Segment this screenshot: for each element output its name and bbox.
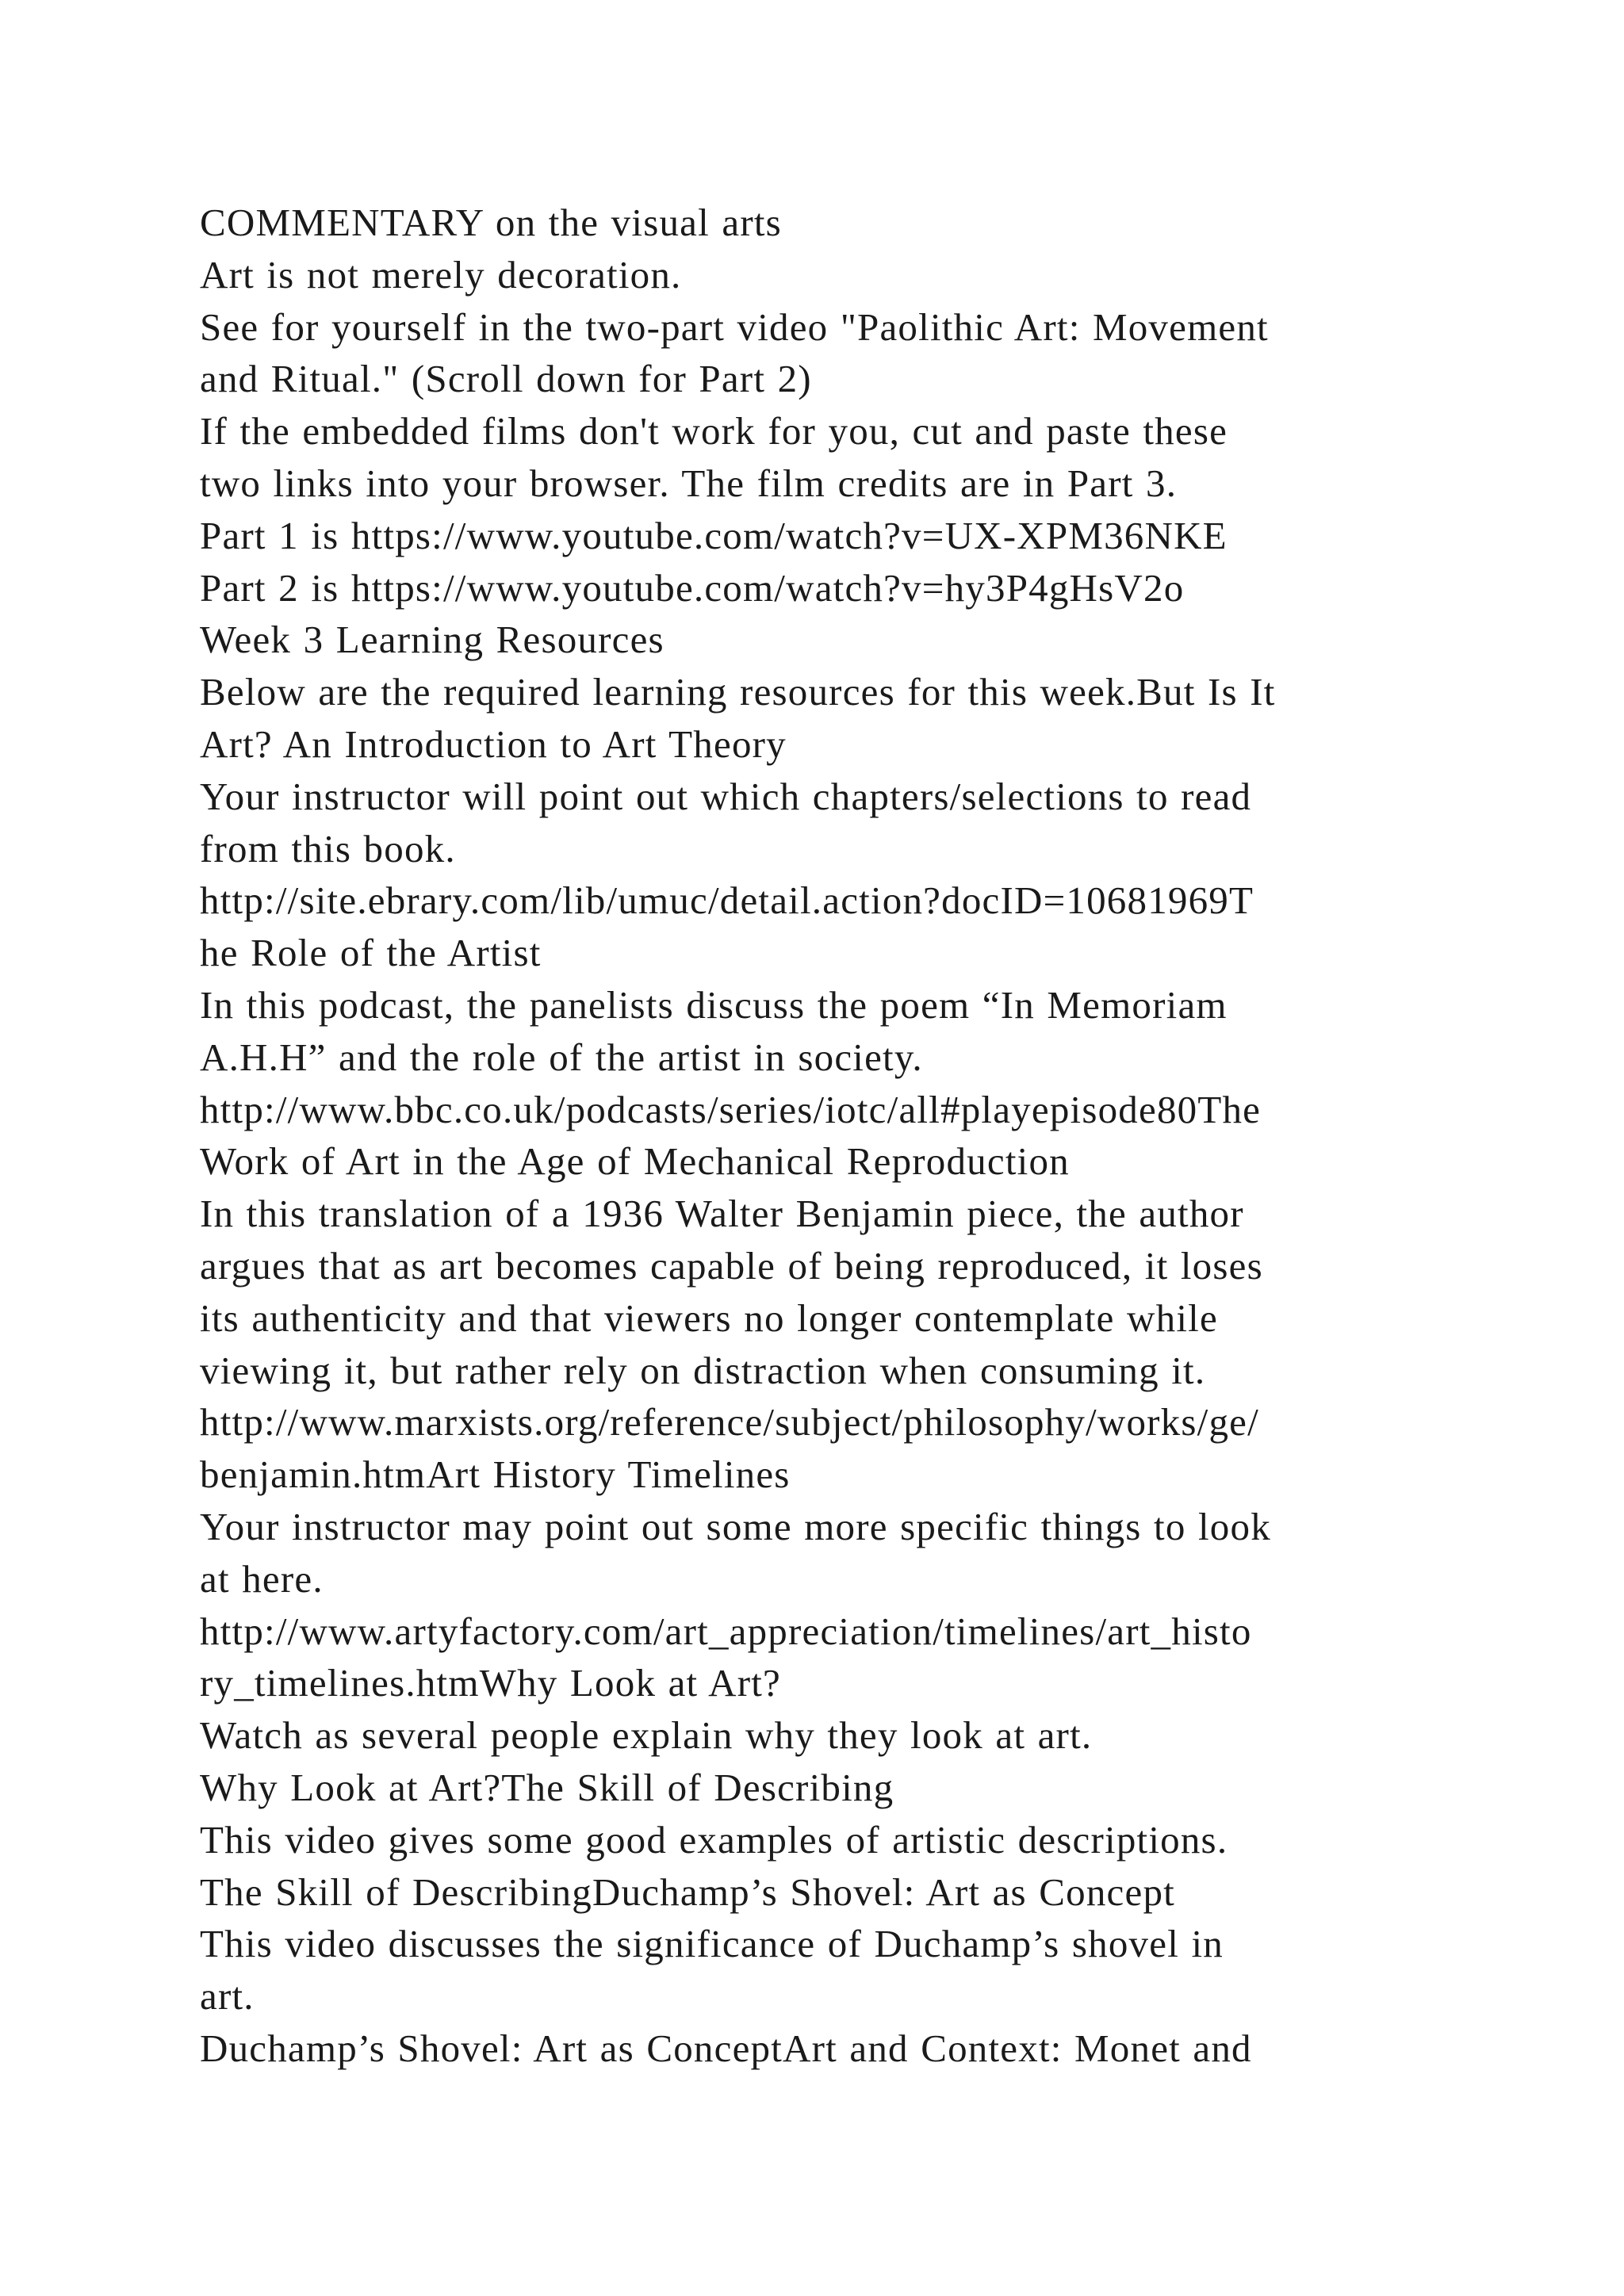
text-line: In this translation of a 1936 Walter Benjamin piece, the author — [200, 1192, 1244, 1236]
text-line: he Role of the Artist — [200, 931, 542, 975]
text-line: The Skill of DescribingDuchamp’s Shovel: Art as Concept — [200, 1869, 1175, 1914]
text-line: viewing it, but rather rely on distraction when consuming it. — [200, 1348, 1206, 1392]
url-line: http://site.ebrary.com/lib/umuc/detail.action?docID=10681969T — [200, 878, 1254, 923]
text-line: Below are the required learning resources for this week.But Is It — [200, 670, 1276, 714]
document-body — [200, 197, 1437, 2075]
text-line: See for yourself in the two-part video "Paolithic Art: Movement — [200, 304, 1269, 349]
url-line: http://www.marxists.org/reference/subject/philosophy/works/ge/ — [200, 1400, 1259, 1445]
text-line: Work of Art in the Age of Mechanical Reproduction — [200, 1139, 1070, 1184]
text-line: argues that as art becomes capable of being reproduced, it loses — [200, 1243, 1263, 1288]
text-line: If the embedded films don't work for you, cut and paste these — [200, 409, 1228, 453]
text-line: This video discusses the significance of Duchamp’s shovel in — [200, 1922, 1224, 1966]
heading-commentary: COMMENTARY on the visual arts — [200, 201, 782, 244]
text-line: from this book. — [200, 826, 456, 871]
text-line: benjamin.htmArt History Timelines — [200, 1452, 791, 1497]
text-line: Art? An Introduction to Art Theory — [200, 721, 787, 766]
text-line: This video gives some good examples of artistic descriptions. — [200, 1817, 1228, 1862]
text-line: Your instructor will point out which chapters/selections to read — [200, 774, 1252, 818]
text-line: ry_timelines.htmWhy Look at Art? — [200, 1661, 781, 1705]
video-link-part-1: Part 1 is https://www.youtube.com/watch?v=UX-XPM36NKE — [200, 513, 1228, 557]
url-line: http://www.artyfactory.com/art_appreciation/timelines/art_histo — [200, 1609, 1252, 1653]
text-line: and Ritual." (Scroll down for Part 2) — [200, 357, 812, 401]
section-heading-week-3: Week 3 Learning Resources — [200, 618, 665, 662]
text-line: Duchamp’s Shovel: Art as ConceptArt and Context: Monet and — [200, 2026, 1252, 2070]
text-line: its authenticity and that viewers no longer contemplate while — [200, 1295, 1218, 1340]
text-line: two links into your browser. The film credits are in Part 3. — [200, 461, 1178, 505]
text-line: art. — [200, 1974, 255, 2019]
text-line: Art is not merely decoration. — [200, 252, 682, 297]
text-line: A.H.H” and the role of the artist in society. — [200, 1035, 923, 1079]
video-link-part-2: Part 2 is https://www.youtube.com/watch?v=hy3P4gHsV2o — [200, 565, 1185, 610]
text-line: Your instructor may point out some more specific things to look — [200, 1504, 1271, 1548]
text-line: at here. — [200, 1556, 324, 1601]
text-line: Watch as several people explain why they look at art. — [200, 1713, 1093, 1758]
text-line: Why Look at Art?The Skill of Describing — [200, 1765, 894, 1809]
url-line: http://www.bbc.co.uk/podcasts/series/iotc/all#playepisode80The — [200, 1087, 1262, 1131]
text-line: In this podcast, the panelists discuss the poem “In Memoriam — [200, 982, 1228, 1027]
